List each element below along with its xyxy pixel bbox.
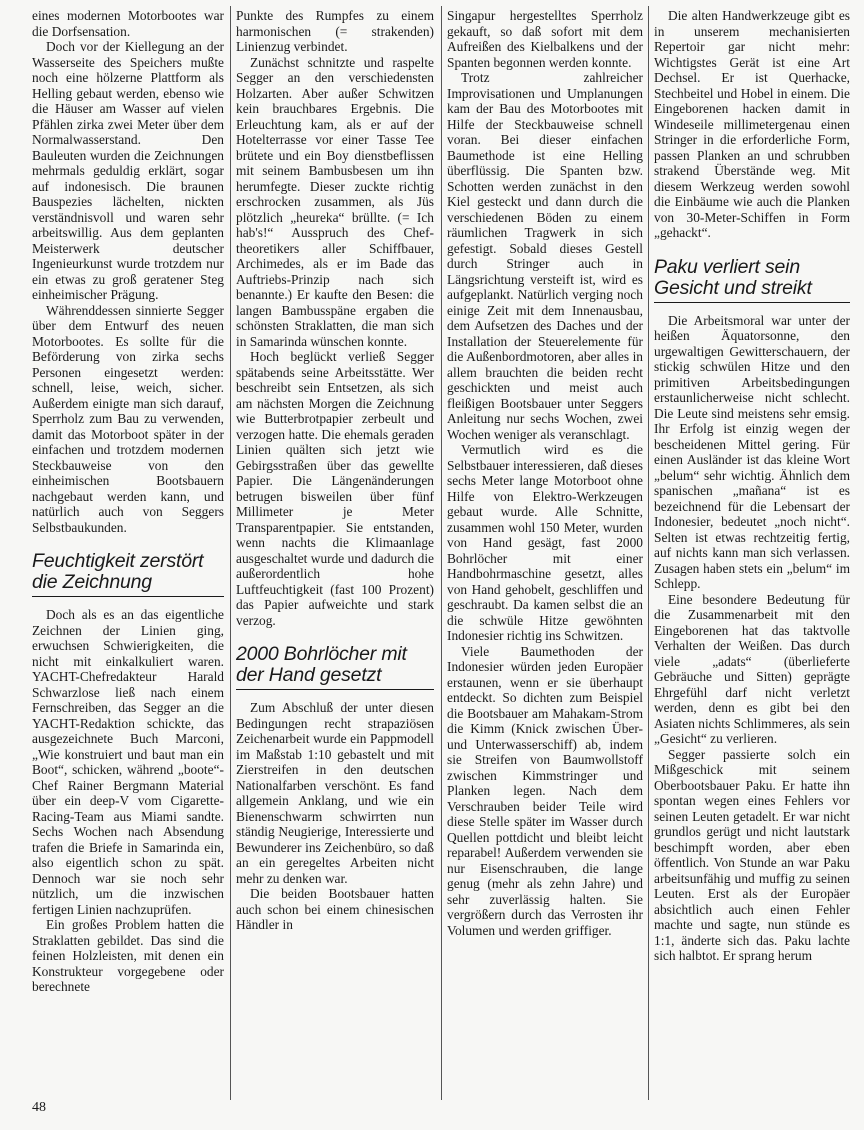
paragraph: Die beiden Bootsbauer hatten auch schon bei einem chinesischen Händler in [236, 886, 434, 932]
paragraph: Die Arbeitsmoral war unter der heißen Äquatorsonne, den urgewaltigen Gewitterschauern, der stickig schwülen Hitze und den primitiven Arbeitsbedingungen erstaunlicherweise nicht schlecht. Die Leute sind meistens sehr emsig. Ihr Erfolg ist einzig wegen der bescheidenen Mittel gering. Für einen Ausländer ist das kleine Wort „belum“ sehr wichtig. Ähnlich dem spanischen „mañana“ ist es bezeichnend für die Lebensart der Indonesier, bedeutet „noch nicht“. Selten ist etwas rechtzeitig fertig, auf nichts kann man sich verlassen. Zusagen haben stets ein „belum“ im Schlepp. [654, 312, 850, 591]
column-4 [654, 8, 850, 964]
section-heading-bohrloecher: 2000 Bohrlöcher mit der Hand gesetzt [236, 644, 434, 690]
column-2 [236, 8, 434, 933]
column-rule-1 [230, 6, 231, 1100]
paragraph: Die alten Handwerkzeuge gibt es in unserem mechanisierten Repertoir gar nicht mehr: Wichtigstes Gerät ist eine Art Dechsel. Er ist Querhacke, Stechbeitel und Hobel in einem. Die Eingeborenen hacken damit in Windeseile millimetergenau einen Stringer in die erforderliche Form, passen Planken an und schrubben strakend Überstände weg. Mit diesem Werkzeug werden sowohl die Einbäume wie auch die Planken von 30-Meter-Schiffen in Form „gehackt“. [654, 8, 850, 240]
section-heading-paku: Paku verliert sein Gesicht und streikt [654, 257, 850, 303]
paragraph: Ein großes Problem hatten die Straklatten gebildet. Das sind die feinen Holzleisten, mit denen ein Konstrukteur vorgegebene oder berechnete [32, 917, 224, 994]
paragraph: Viele Baumethoden der Indonesier würden jeden Europäer erstaunen, wenn er sie überhaupt entdeckt. So dichten zum Beispiel die Bootsbauer am Mahakam-Strom die Kimm (Knick zwischen Über- und Unterwasserschiff) ab, indem sie Streifen von Baumwollstoff zwischen Kimmstringer und Planken legen. Nach dem Verschrauben beider Teile wird diese Stelle später im Wasser durch Quellen pottdicht und bleibt leicht reparabel! Außerdem verwenden sie nur Eisenschrauben, die lange genug (mehr als zehn Jahre) und sehr zuverlässig halten. Sie vergrößern durch das Verrosten ihr Volumen und werden griffiger. [447, 643, 643, 938]
page-number: 48 [32, 1100, 46, 1115]
paragraph: Doch als es an das eigentliche Zeichnen der Linien ging, erwuchsen Schwierigkeiten, die nicht mit einkalkuliert waren. YACHT-Chefredakteur Harald Schwarzlose ließ nach einem Fernschreiben, das Segger an die YACHT-Redaktion schickte, das ausgezeichnete Buch Marconi, „Wie konstruiert und baut man ein Boot“, schicken, während „boote“-Chef Rainer Bergmann Material über ein deep-V vom Cigarette-Racing-Team aus Miami sandte. Sechs Wochen nach Absendung trafen die Briefe in Samarinda ein, also eigentlich schon zu spät. Dennoch war sie noch sehr nützlich, um die inzwischen fertigen Linien nachzuprüfen. [32, 607, 224, 917]
paragraph: Hoch beglückt verließ Segger spätabends seine Arbeitsstätte. Wer beschreibt sein Entsetzen, als sich am nächsten Morgen die Zeichnung wie Butterbrotpapier zerbeult und verzogen hatte. Die ehemals geraden Linien quälten sich jetzt wie Gebirgsstraßen über das gewellte Papier. Die Längenänderungen betrugen bisweilen über fünf Millimeter je Meter Transparentpapier. Sie entstanden, wenn nachts die Klimaanlage ausgeschaltet wurde und dadurch die außerordentlich hohe Luftfeuchtigkeit (fast 100 Prozent) das Papier aufweichte und stark verzog. [236, 349, 434, 628]
paragraph: Trotz zahlreicher Improvisationen und Umplanungen kam der Bau des Motorbootes mit Hilfe der Steckbauweise schnell voran. Bei dieser einfachen Baumethode ist eine Helling überflüssig. Die Spanten bzw. Schotten werden zunächst in den Kiel gesteckt und dann durch die verschiedenen Böden zu einem räumlichen Tragwerk in sich gefestigt. Sobald dieses Gestell durch Stringer auch in Längsrichtung versteift ist, wird es aufgeplankt. Natürlich verging noch einige Zeit mit dem Innenausbau, dem Aufsetzen des Daches und der Installation der Steuerelemente für die Außenbordmotoren, aber alles in allem brauchten die beiden recht geschickten und meist auch fleißigen Bootsbauer unter Seggers Anleitung nur sechs Wochen, zwei Wochen weniger als veranschlagt. [447, 70, 643, 442]
column-3 [447, 8, 643, 938]
paragraph: Segger passierte solch ein Mißgeschick mit seinem Oberbootsbauer Paku. Er hatte ihn spontan wegen eines Fehlers vor seinen Leuten getadelt. Er war nicht grundlos gerügt und nicht lautstark beschimpft worden, aber eben öffentlich. Von Stunde an war Paku arbeitsunfähig und muffig zu seinen Leuten. Erst als der Europäer absichtlich auch einen Fehler machte und sagte, nun stünde es 1:1, änderte sich das. Paku lachte sich halbtot. Er sprang herum [654, 746, 850, 963]
paragraph: Eine besondere Bedeutung für die Zusammenarbeit mit den Eingeborenen hat das taktvolle Verhalten der Weißen. Das durch viele „adats“ (überlieferte Gebräuche und Sitten) geprägte Ehrgefühl darf nicht verletzt werden, denn es gibt bei den Asiaten nichts Schlimmeres, als sein „Gesicht“ zu verlieren. [654, 591, 850, 746]
column-rule-3 [648, 6, 649, 1100]
paragraph: Zunächst schnitzte und raspelte Segger an den verschiedensten Holzarten. Aber außer Schwitzen kein brauchbares Ergebnis. Die Erleuchtung kam, als er auf der Hotelterrasse vor einer Tasse Tee brütete und ein Boy dienstbeflissen mit seinem Bambusbesen um ihn herumfegte. Dieser zuckte richtig erschrocken zusammen, als Jüs plötzlich „heureka“ brüllte. (= Ich hab's!“ Ausspruch des Chef-theoretikers aller Schiffbauer, Archimedes, als er im Bade das Auftriebs-Prinzip nach sich benannte.) Er kaufte den Besen: die langen Bambusspäne ergaben die schönsten Straklatten, die man sich in Samarinda wünschen konnte. [236, 54, 434, 349]
paragraph: Zum Abschluß der unter diesen Bedingungen recht strapaziösen Zeichenarbeit wurde ein Pappmodell im Maßstab 1:10 gebastelt und mit Zierstreifen in den deutschen Nationalfarben verschönt. Es fand allgemein Anklang, und wie ein Bienenschwarm schwirrten nun ständig Neugierige, Interessierte und Bewunderer ins Zeichenbüro, so daß an ein geregeltes Arbeiten nicht mehr zu denken war. [236, 700, 434, 886]
paragraph: Doch vor der Kiellegung an der Wasserseite des Speichers mußte noch eine hölzerne Plattform als Helling gebaut werden, ebenso wie die Häuser am Wasser auf vielen Pfählen zirka zwei Meter über dem Normalwasserstand. Den Bauleuten wurden die Zeichnungen mehrmals geduldig erklärt, sogar auf indonesisch. Die braunen Bauspezies lächelten, nickten verständnisvoll und waren sehr arbeitswillig. Aus dem geplanten Meisterwerk deutscher Ingenieurkunst wurde trotzdem nur ein etwas zu groß geratener Steg einheimischer Prägung. [32, 39, 224, 302]
paragraph: Singapur hergestelltes Sperrholz gekauft, so daß sofort mit dem Aufreißen des Kielbalkens und der Spanten begonnen werden konnte. [447, 8, 643, 70]
column-1 [32, 8, 224, 995]
section-heading-feuchtigkeit: Feuchtigkeit zerstört die Zeichnung [32, 551, 224, 597]
paragraph: Punkte des Rumpfes zu einem harmonischen (= strakenden) Linienzug verbindet. [236, 8, 434, 54]
paragraph: Vermutlich wird es die Selbstbauer interessieren, daß dieses sechs Meter lange Motorboot ohne Hilfe von Elektro-Werkzeugen gebaut wurde. Alle Schnitte, zusammen wohl 150 Meter, wurden von Hand gesägt, fast 2000 Bohrlöcher mit einer Handbohrmaschine gesetzt, alles von Hand gehobelt, geschliffen und geschraubt. Da kamen selbst die an die schwüle Hitze gewöhnten Indonesier richtig ins Schwitzen. [447, 442, 643, 643]
column-rule-2 [441, 6, 442, 1100]
paragraph: eines modernen Motorbootes war die Dorfsensation. [32, 8, 224, 39]
paragraph: Währenddessen sinnierte Segger über dem Entwurf des neuen Motorbootes. Es sollte für die Beförderung von zirka sechs Personen eingesetzt werden: schnell, leise, weich, sicher. Außerdem einigte man sich darauf, Sperrholz zum Bau zu verwenden, damit das Motorboot später in der einfachen und trotzdem modernen Steckbauweise von den einheimischen Bootsbauern nachgebaut werden kann, und natürlich auch von Seggers Selbstbaukunden. [32, 302, 224, 535]
